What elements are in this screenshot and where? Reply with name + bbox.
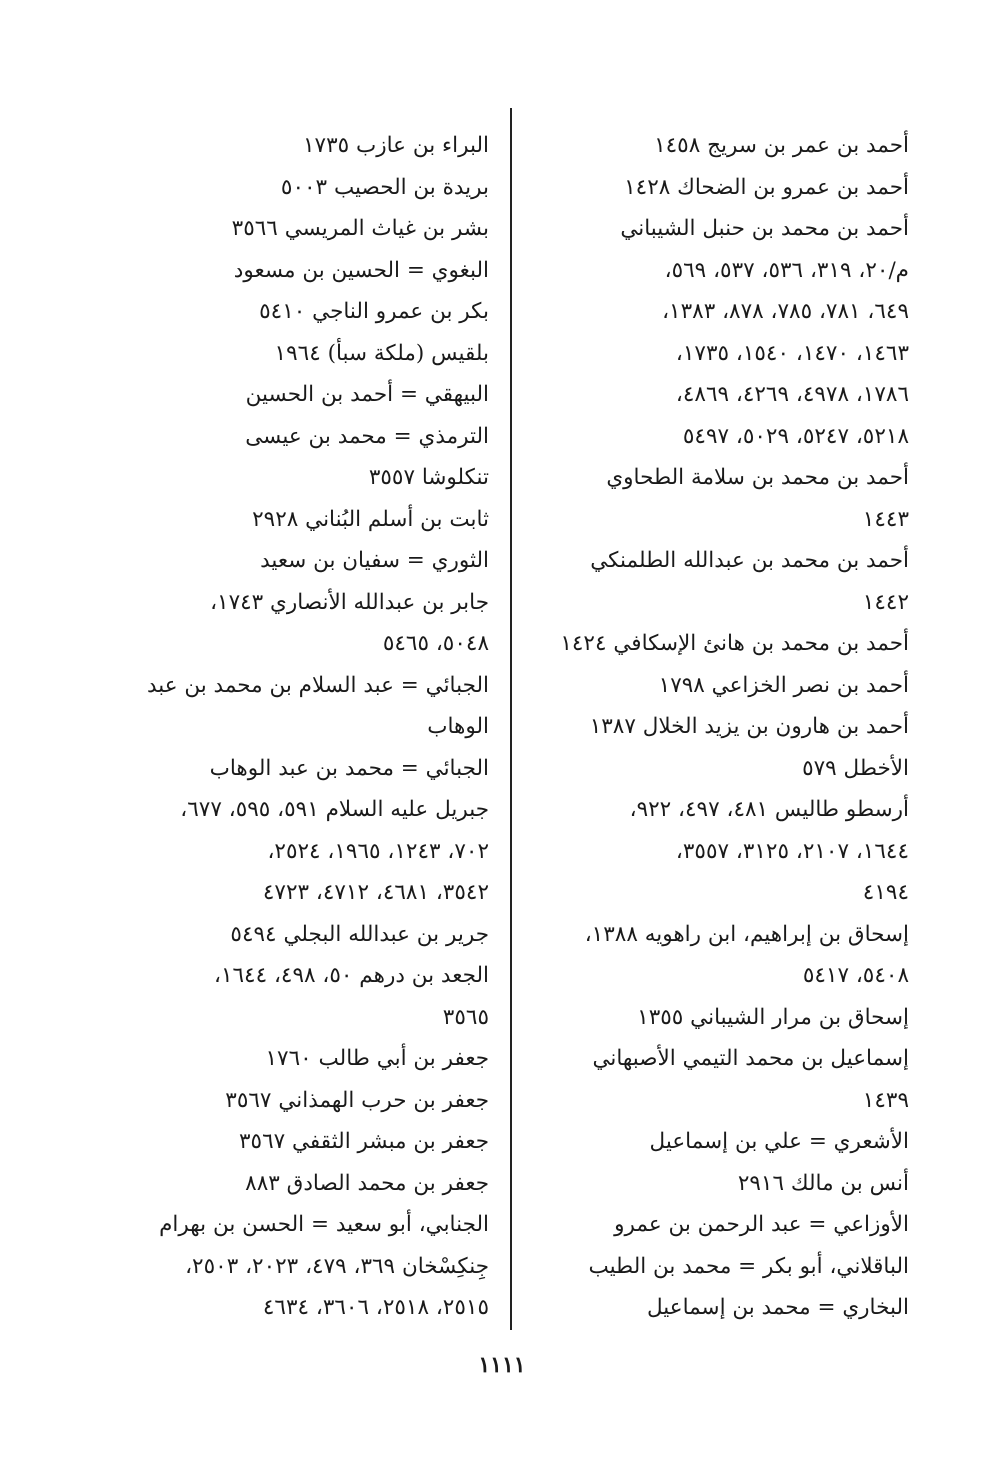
index-entry-line: أحمد بن محمد بن عبدالله الطلمنكي [590, 548, 909, 573]
index-entry-line: ١٧٨٦، ٤٩٧٨، ٤٢٦٩، ٤٨٦٩، [675, 382, 909, 407]
index-entry-line: الأخطل ٥٧٩ [802, 755, 909, 781]
index-entry-line: تنكلوشا ٣٥٥٧ [368, 465, 489, 490]
index-entry-line: ١٦٤٤، ٢١٠٧، ٣١٢٥، ٣٥٥٧، [675, 838, 909, 864]
index-entry-line: ١٤٦٣، ١٤٧٠، ١٥٤٠، ١٧٣٥، [675, 340, 909, 366]
index-entry-line: الثوري = سفيان بن سعيد [260, 548, 489, 573]
index-entry-line: بشر بن غياث المريسي ٣٥٦٦ [231, 216, 489, 241]
index-entry-line: أحمد بن نصر الخزاعي ١٧٩٨ [658, 672, 909, 698]
index-entry-line: البيهقي = أحمد بن الحسين [245, 382, 489, 407]
index-entry-line: أحمد بن عمرو بن الضحاك ١٤٢٨ [624, 174, 909, 200]
index-entry-line: الأوزاعي = عبد الرحمن بن عمرو [614, 1212, 909, 1237]
index-entry-line: جعفر بن أبي طالب ١٧٦٠ [265, 1046, 489, 1071]
index-entry-line: جعفر بن حرب الهمذاني ٣٥٦٧ [225, 1087, 489, 1113]
index-entry-line: ٣٥٤٢، ٤٦٨١، ٤٧١٢، ٤٧٢٣ [262, 880, 489, 905]
index-column-right [524, 125, 909, 1329]
index-entry-line: بريدة بن الحصيب ٥٠٠٣ [280, 174, 489, 200]
index-entry-line: بلقيس (ملكة سبأ) ١٩٦٤ [274, 340, 489, 366]
column-divider [510, 108, 512, 1330]
index-entry-line: جعفر بن مبشر الثقفي ٣٥٦٧ [238, 1129, 489, 1154]
index-entry-line: جعفر بن محمد الصادق ٨٨٣ [245, 1170, 489, 1196]
index-entry-line: أحمد بن محمد بن هانئ الإسكافي ١٤٢٤ [560, 631, 909, 656]
index-entry-line: الترمذي = محمد بن عيسى [245, 423, 489, 449]
index-entry-line: ٥٠٤٨، ٥٤٦٥ [382, 631, 489, 656]
index-entry-line: الوهاب [427, 714, 489, 739]
index-entry-line: ٥٢١٨، ٥٢٤٧، ٥٠٢٩، ٥٤٩٧ [682, 423, 909, 449]
index-column-left [94, 125, 489, 1329]
index-entry-line: أحمد بن عمر بن سريج ١٤٥٨ [654, 133, 909, 158]
index-entry-line: إسحاق بن مرار الشيباني ١٣٥٥ [637, 1004, 909, 1030]
index-entry-line: الجبائي = محمد بن عبد الوهاب [209, 755, 489, 781]
index-entry-line: ٣٥٦٥ [442, 1004, 489, 1030]
index-entry-line: أحمد بن محمد بن سلامة الطحاوي [606, 465, 909, 490]
index-entry-line: جِنكِسْخان ٣٦٩، ٤٧٩، ٢٠٢٣، ٢٥٠٣، [185, 1253, 489, 1279]
index-entry-line: ٦٤٩، ٧٨١، ٧٨٥، ٨٧٨، ١٣٨٣، [662, 299, 909, 324]
index-entry-line: إسحاق بن إبراهيم، ابن راهويه ١٣٨٨، [584, 921, 909, 947]
index-entry-line: ١٤٤٣ [862, 506, 909, 532]
index-entry-line: ١٤٤٢ [862, 589, 909, 615]
index-entry-line: ٥٤٠٨، ٥٤١٧ [802, 963, 909, 988]
index-entry-line: الباقلاني، أبو بكر = محمد بن الطيب [588, 1253, 909, 1279]
index-entry-line: إسماعيل بن محمد التيمي الأصبهاني [592, 1046, 909, 1071]
index-entry-line: ثابت بن أسلم البُناني ٢٩٢٨ [252, 506, 489, 532]
index-entry-line: جبريل عليه السلام ٥٩١، ٥٩٥، ٦٧٧، [180, 797, 489, 822]
index-entry-line: الجنابي، أبو سعيد = الحسن بن بهرام [159, 1212, 489, 1237]
index-entry-line: بكر بن عمرو الناجي ٥٤١٠ [259, 299, 489, 324]
index-entry-line: ١٤٣٩ [862, 1087, 909, 1113]
index-entry-line: الجعد بن درهم ٥٠، ٤٩٨، ١٦٤٤، [213, 963, 489, 988]
index-entry-line: الأشعري = علي بن إسماعيل [649, 1129, 909, 1154]
index-entry-line: أحمد بن محمد بن حنبل الشيباني [620, 216, 909, 241]
index-entry-line: أنس بن مالك ٢٩١٦ [737, 1170, 909, 1196]
index-entry-line: البغوي = الحسين بن مسعود [233, 257, 489, 283]
index-entry-line: م/٢٠، ٣١٩، ٥٣٦، ٥٣٧، ٥٦٩، [664, 257, 909, 283]
index-entry-line: ٧٠٢، ١٢٤٣، ١٩٦٥، ٢٥٢٤، [267, 838, 489, 864]
index-entry-line: الجبائي = عبد السلام بن محمد بن عبد [146, 672, 489, 698]
index-entry-line: جرير بن عبدالله البجلي ٥٤٩٤ [230, 921, 489, 947]
index-entry-line: أحمد بن هارون بن يزيد الخلال ١٣٨٧ [589, 714, 909, 739]
index-entry-line: جابر بن عبدالله الأنصاري ١٧٤٣، [210, 589, 489, 615]
index-entry-line: ٤١٩٤ [862, 880, 909, 905]
index-entry-line: البراء بن عازب ١٧٣٥ [302, 133, 489, 158]
page-number: ١١١١ [478, 1352, 526, 1378]
index-entry-line: البخاري = محمد بن إسماعيل [646, 1295, 909, 1320]
index-entry-line: ٢٥١٥، ٢٥١٨، ٣٦٠٦، ٤٦٣٤ [262, 1295, 489, 1320]
index-entry-line: أرسطو طاليس ٤٨١، ٤٩٧، ٩٢٢، [629, 797, 909, 822]
